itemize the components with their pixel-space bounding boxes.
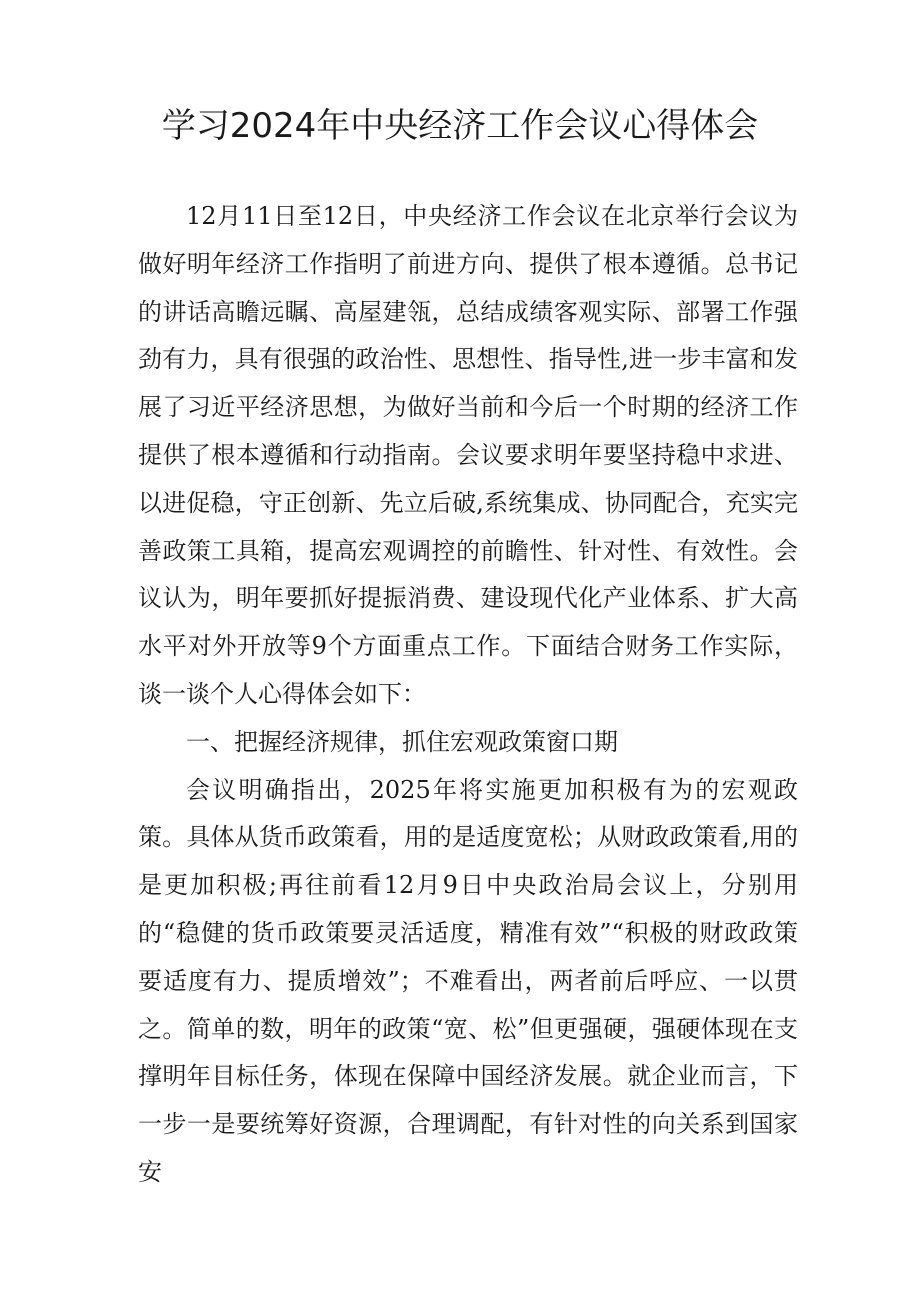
document-body	[138, 193, 798, 1197]
document-title: 学习2024年中央经济工作会议心得体会	[161, 106, 759, 146]
section-heading-1: 一、把握经济规律，抓住宏观政策窗口期	[186, 727, 618, 756]
paragraph-section-1: 会议明确指出，2025年将实施更加积极有为的宏观政策。具体从货币政策看，用的是适度宽松；从财政政策看,用的是更加积极;再往前看12月9日中央政治局会议上，分别用的“稳健的货币政策要灵活适度，精准有效”“积极的财政政策要适度有力、提质增效”；不难看出，两者前后呼应、一以贯之。简单的数，明年的政策“宽、松”但更强硬，强硬体现在支撑明年目标任务，体现在保障中国经济发展。就企业而言，下一步一是要统筹好资源，合理调配，有针对性的向关系到国家安	[138, 775, 798, 1186]
paragraph-intro: 12月11日至12日，中央经济工作会议在北京举行会议为做好明年经济工作指明了前进方向、提供了根本遵循。总书记的讲话高瞻远瞩、高屋建瓴，总结成绩客观实际、部署工作强劲有力，具有很强的政治性、思想性、指导性,进一步丰富和发展了习近平经济思想，为做好当前和今后一个时期的经济工作提供了根本遵循和行动指南。会议要求明年要坚持稳中求进、以进促稳，守正创新、先立后破,系统集成、协同配合，充实完善政策工具箱，提高宏观调控的前瞻性、针对性、有效性。会议认为，明年要抓好提振消费、建设现代化产业体系、扩大高水平对外开放等9个方面重点工作。下面结合财务工作实际，谈一谈个人心得体会如下：	[138, 202, 798, 708]
